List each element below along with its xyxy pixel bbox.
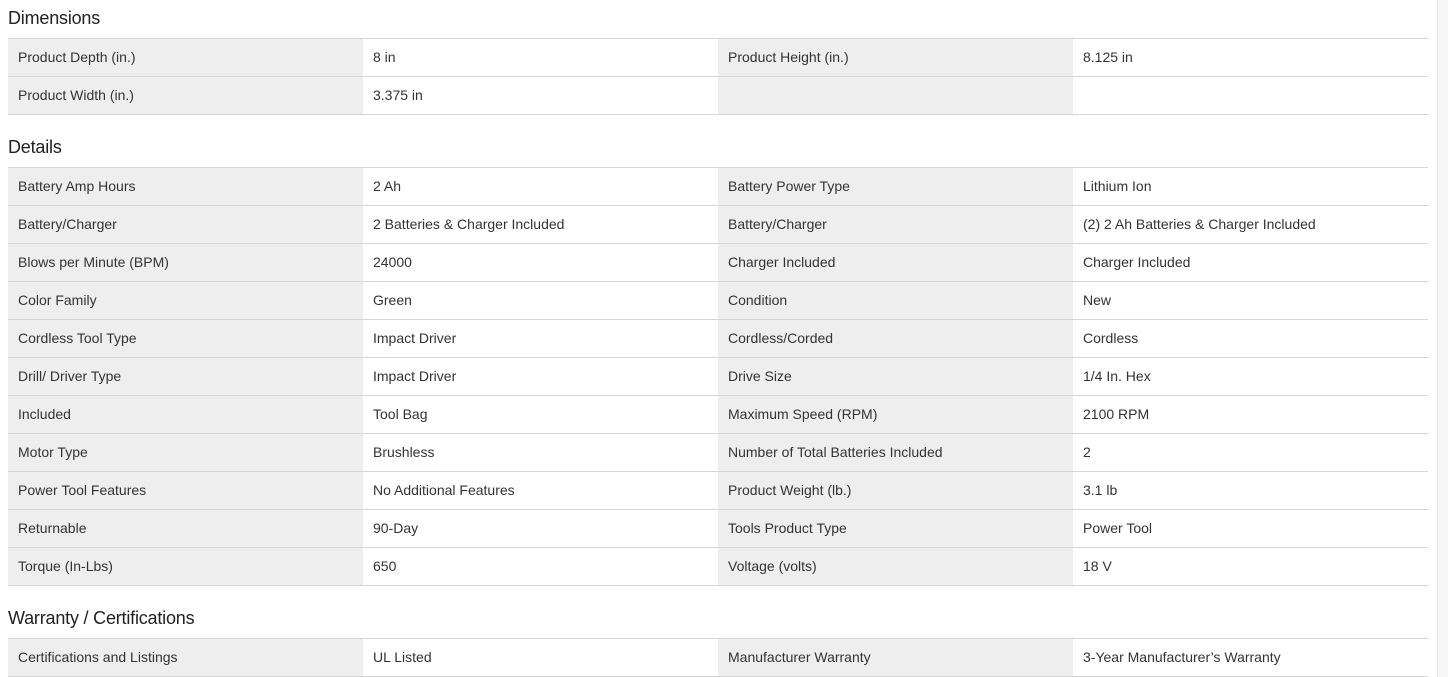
spec-label: Condition xyxy=(718,282,1073,319)
spec-row xyxy=(8,396,1428,434)
spec-row xyxy=(8,206,1428,244)
spec-label xyxy=(718,77,1073,114)
spec-label: Drive Size xyxy=(718,358,1073,395)
spec-value: Green xyxy=(363,282,718,319)
spec-value xyxy=(1073,77,1428,114)
spec-label: Drill/ Driver Type xyxy=(8,358,363,395)
spec-label: Power Tool Features xyxy=(8,472,363,509)
spec-value: 2100 RPM xyxy=(1073,396,1428,433)
spec-value: (2) 2 Ah Batteries & Charger Included xyxy=(1073,206,1428,243)
spec-row xyxy=(8,39,1428,77)
spec-value: Impact Driver xyxy=(363,320,718,357)
spec-value: 3.1 lb xyxy=(1073,472,1428,509)
spec-label: Product Width (in.) xyxy=(8,77,363,114)
spec-label: Maximum Speed (RPM) xyxy=(718,396,1073,433)
spec-label: Returnable xyxy=(8,510,363,547)
section-heading-warranty: Warranty / Certifications xyxy=(8,608,195,628)
spec-value: UL Listed xyxy=(363,639,718,676)
spec-value: Lithium Ion xyxy=(1073,168,1428,205)
spec-label: Product Depth (in.) xyxy=(8,39,363,76)
scrollbar-track[interactable] xyxy=(1437,0,1448,677)
spec-label: Charger Included xyxy=(718,244,1073,281)
spec-value: Tool Bag xyxy=(363,396,718,433)
spec-label: Battery/Charger xyxy=(718,206,1073,243)
spec-label: Included xyxy=(8,396,363,433)
spec-label: Battery Amp Hours xyxy=(8,168,363,205)
spec-table-details xyxy=(8,167,1428,586)
spec-label: Motor Type xyxy=(8,434,363,471)
spec-row xyxy=(8,244,1428,282)
spec-label: Torque (In-Lbs) xyxy=(8,548,363,585)
spec-value: New xyxy=(1073,282,1428,319)
spec-label: Product Height (in.) xyxy=(718,39,1073,76)
spec-label: Certifications and Listings xyxy=(8,639,363,676)
spec-value: 8 in xyxy=(363,39,718,76)
spec-table-warranty xyxy=(8,638,1428,677)
spec-value: 8.125 in xyxy=(1073,39,1428,76)
spec-value: 2 Ah xyxy=(363,168,718,205)
spec-value: No Additional Features xyxy=(363,472,718,509)
spec-value: 90-Day xyxy=(363,510,718,547)
spec-value: 3.375 in xyxy=(363,77,718,114)
spec-value: Cordless xyxy=(1073,320,1428,357)
section-heading-details: Details xyxy=(8,137,62,157)
spec-row xyxy=(8,282,1428,320)
spec-value: Power Tool xyxy=(1073,510,1428,547)
spec-label: Tools Product Type xyxy=(718,510,1073,547)
spec-row xyxy=(8,358,1428,396)
spec-row xyxy=(8,472,1428,510)
spec-row xyxy=(8,548,1428,586)
spec-value: 650 xyxy=(363,548,718,585)
spec-row xyxy=(8,320,1428,358)
spec-label: Manufacturer Warranty xyxy=(718,639,1073,676)
spec-value: Impact Driver xyxy=(363,358,718,395)
spec-label: Cordless/Corded xyxy=(718,320,1073,357)
spec-label: Product Weight (lb.) xyxy=(718,472,1073,509)
spec-table-dimensions xyxy=(8,38,1428,115)
spec-row xyxy=(8,77,1428,115)
spec-label: Blows per Minute (BPM) xyxy=(8,244,363,281)
spec-row xyxy=(8,510,1428,548)
spec-label: Color Family xyxy=(8,282,363,319)
spec-value: Charger Included xyxy=(1073,244,1428,281)
spec-label: Number of Total Batteries Included xyxy=(718,434,1073,471)
spec-label: Battery Power Type xyxy=(718,168,1073,205)
spec-value: 2 Batteries & Charger Included xyxy=(363,206,718,243)
spec-row xyxy=(8,434,1428,472)
spec-value: 18 V xyxy=(1073,548,1428,585)
spec-value: 1/4 In. Hex xyxy=(1073,358,1428,395)
spec-label: Voltage (volts) xyxy=(718,548,1073,585)
spec-value: 24000 xyxy=(363,244,718,281)
spec-value: 3-Year Manufacturer’s Warranty xyxy=(1073,639,1428,676)
section-heading-dimensions: Dimensions xyxy=(8,8,101,28)
spec-row xyxy=(8,639,1428,677)
spec-row xyxy=(8,168,1428,206)
spec-value: Brushless xyxy=(363,434,718,471)
spec-label: Battery/Charger xyxy=(8,206,363,243)
spec-value: 2 xyxy=(1073,434,1428,471)
spec-label: Cordless Tool Type xyxy=(8,320,363,357)
